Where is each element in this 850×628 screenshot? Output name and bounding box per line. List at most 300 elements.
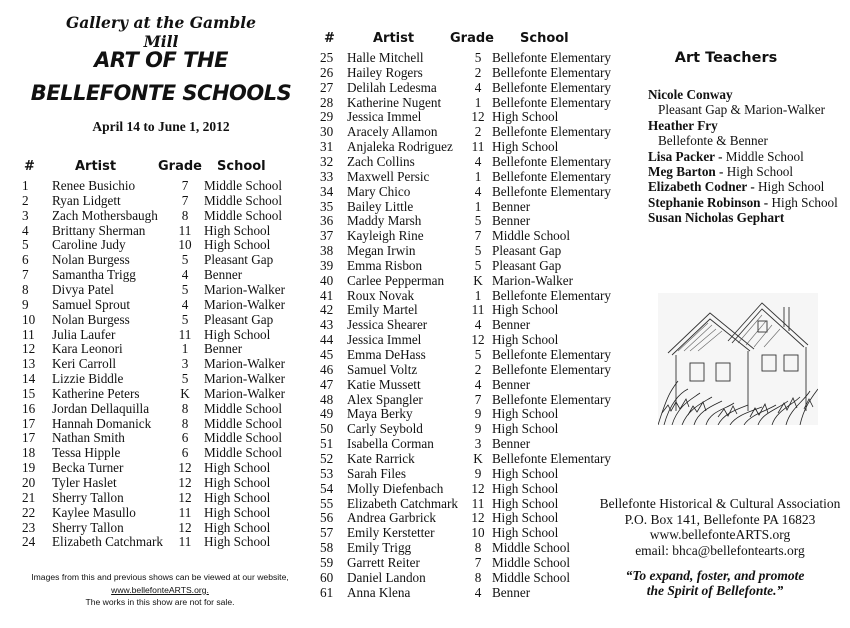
teacher-name: Susan Nicholas Gephart — [648, 210, 785, 226]
row-number: 32 — [320, 153, 334, 169]
school: Pleasant Gap — [204, 252, 274, 268]
table-row — [0, 313, 300, 328]
school: Benner — [492, 436, 531, 452]
footer-website-link[interactable]: www.bellefonteARTS.org. — [111, 584, 209, 595]
row-number: 49 — [320, 406, 334, 422]
school: High School — [204, 326, 271, 342]
grade: 4 — [474, 376, 482, 392]
artist-name: Carly Seybold — [347, 421, 423, 437]
grade: 3 — [181, 356, 189, 372]
row-number: 35 — [320, 198, 334, 214]
grade: K — [180, 385, 190, 401]
row-number: 27 — [320, 79, 334, 95]
table-row — [0, 521, 300, 536]
row-number: 17 — [22, 415, 36, 431]
grade: 12 — [471, 510, 485, 526]
row-number: 29 — [320, 109, 334, 125]
row-number: 58 — [320, 540, 334, 556]
grade: 2 — [474, 124, 482, 140]
school: High School — [492, 495, 559, 511]
grade: 7 — [181, 178, 189, 193]
grade: 4 — [474, 584, 482, 600]
school: High School — [204, 460, 271, 476]
artist-name: Renee Busichio — [52, 178, 136, 193]
row-number: 14 — [22, 371, 36, 387]
school: Benner — [492, 198, 531, 214]
artist-name: Caroline Judy — [52, 237, 126, 253]
grade: 1 — [474, 287, 482, 303]
teachers-heading: Art Teachers — [674, 50, 778, 66]
table-row — [300, 244, 600, 259]
footer-line-3: The works in this show are not for sale. — [85, 597, 235, 607]
table-row — [300, 214, 600, 229]
school: High School — [492, 406, 559, 422]
artist-name: Kaylee Masullo — [52, 504, 136, 520]
artist-name: Jordan Dellaquilla — [52, 400, 150, 416]
table-row — [300, 318, 600, 333]
teacher-name: Meg Barton - — [648, 164, 727, 180]
artist-name: Jessica Immel — [347, 332, 422, 348]
grade: 5 — [474, 257, 482, 273]
row-number: 41 — [320, 287, 334, 303]
motto-line-1: “To expand, foster, and promote — [625, 568, 805, 583]
school: High School — [204, 475, 271, 490]
artist-name: Kate Rarrick — [347, 450, 415, 466]
table-row — [300, 124, 612, 140]
grade: 7 — [474, 391, 482, 407]
grade: 2 — [474, 64, 482, 80]
right-table-header — [300, 31, 620, 47]
association-block — [590, 496, 850, 558]
table-row — [300, 378, 600, 393]
association-name: Bellefonte Historical & Cultural Association — [599, 496, 841, 511]
school: Benner — [492, 584, 531, 600]
artist-name: Kayleigh Rine — [347, 228, 424, 244]
table-row — [300, 274, 600, 289]
grade: 4 — [181, 267, 189, 283]
grade: 5 — [181, 252, 189, 268]
artist-name: Katie Mussett — [347, 376, 421, 392]
school: Pleasant Gap — [492, 257, 562, 273]
grade: 6 — [181, 445, 189, 461]
school: Marion-Walker — [204, 356, 285, 372]
artist-name: Samuel Sprout — [52, 296, 131, 312]
row-number: 8 — [22, 281, 29, 297]
table-row — [0, 491, 300, 506]
grade: 3 — [474, 436, 482, 452]
table-row — [300, 110, 600, 125]
table-row — [300, 347, 612, 363]
col-num: # — [24, 159, 35, 174]
school: Bellefonte Elementary — [492, 50, 612, 65]
artist-name: Sherry Tallon — [52, 519, 124, 535]
grade: K — [473, 272, 483, 288]
artist-name: Nolan Burgess — [52, 311, 130, 327]
artist-name: Emma DeHass — [347, 347, 426, 362]
row-number: 6 — [22, 252, 29, 268]
row-number: 26 — [320, 64, 334, 80]
teacher-name: Nicole Conway — [648, 87, 733, 102]
col-school: School — [217, 159, 266, 174]
grade: 5 — [181, 371, 189, 387]
row-number: 57 — [320, 525, 334, 541]
grade: 12 — [178, 475, 192, 490]
school: Middle School — [492, 228, 571, 244]
artist-name: Emily Kerstetter — [347, 525, 435, 541]
grade: 8 — [181, 207, 189, 223]
table-row — [0, 417, 300, 432]
teacher-name: Elizabeth Codner - — [648, 179, 759, 195]
table-row — [0, 224, 300, 239]
teachers-list — [648, 87, 848, 226]
artist-name: Samantha Trigg — [52, 267, 136, 283]
teacher-name: Heather Fry — [648, 117, 718, 133]
grade: 12 — [178, 519, 192, 535]
grade: 9 — [474, 465, 482, 481]
school: Middle School — [204, 445, 283, 461]
table-row — [0, 387, 300, 402]
table-row — [300, 361, 612, 378]
table-row — [0, 342, 300, 357]
school: Benner — [204, 341, 243, 357]
table-row — [300, 511, 600, 526]
teacher-school: High School — [758, 179, 825, 195]
row-number: 9 — [22, 296, 29, 312]
artist-name: Elizabeth Catchmark — [52, 534, 163, 550]
grade: 1 — [474, 168, 482, 184]
school: High School — [204, 519, 271, 535]
table-row — [0, 476, 300, 491]
grade: 1 — [474, 94, 482, 110]
school: Marion-Walker — [204, 385, 285, 401]
school: High School — [492, 109, 559, 125]
row-number: 54 — [320, 480, 334, 496]
table-row — [0, 194, 300, 209]
grade: 8 — [181, 415, 189, 431]
school: Middle School — [204, 415, 283, 431]
school: Bellefonte Elementary — [492, 64, 612, 80]
table-row — [300, 482, 600, 497]
artist-name: Zach Mothersbaugh — [52, 207, 158, 223]
table-row — [0, 283, 300, 298]
row-number: 53 — [320, 465, 334, 481]
table-row — [0, 209, 300, 224]
table-row — [0, 179, 300, 194]
table-row — [0, 298, 300, 313]
artist-name: Emily Trigg — [347, 540, 412, 556]
row-number: 33 — [320, 168, 334, 184]
row-number: 42 — [320, 302, 334, 318]
table-row — [0, 461, 300, 476]
row-number: 46 — [320, 361, 334, 377]
school: High School — [492, 302, 559, 318]
table-row — [300, 556, 600, 571]
table-row — [300, 64, 612, 81]
house-sketch-icon — [658, 293, 818, 425]
school: High School — [492, 465, 559, 481]
grade: 8 — [181, 400, 189, 416]
row-number: 43 — [320, 317, 334, 333]
table-row — [300, 183, 612, 200]
artist-name: Katherine Peters — [52, 385, 140, 401]
grade: 5 — [474, 347, 482, 362]
artist-name: Katherine Nugent — [347, 94, 442, 110]
table-row — [0, 535, 300, 550]
artist-name: Daniel Landon — [347, 569, 426, 585]
artist-name: Roux Novak — [347, 287, 415, 303]
col-grade: Grade — [158, 159, 202, 174]
table-row — [0, 446, 300, 461]
artist-name: Megan Irwin — [347, 243, 416, 259]
row-number: 20 — [22, 475, 36, 490]
school: High School — [492, 332, 559, 348]
table-row — [300, 333, 600, 348]
artist-name: Keri Carroll — [52, 356, 117, 372]
school: Benner — [492, 213, 531, 229]
col-num: # — [324, 31, 335, 46]
grade: 5 — [474, 50, 482, 65]
school: Bellefonte Elementary — [492, 168, 612, 184]
school: Benner — [492, 317, 531, 333]
school: Bellefonte Elementary — [492, 183, 612, 199]
row-number: 22 — [22, 504, 36, 520]
artist-name: Tyler Haslet — [52, 475, 117, 490]
table-row — [300, 94, 612, 111]
row-number: 11 — [22, 326, 35, 342]
grade: 4 — [474, 183, 482, 199]
artist-name: Anjaleka Rodriguez — [347, 139, 453, 155]
grade: 9 — [474, 406, 482, 422]
gallery-name: Gallery at the Gamble Mill — [65, 13, 257, 51]
footer-line-1: Images from this and previous shows can be viewed at our website, — [31, 572, 289, 582]
row-number: 45 — [320, 347, 334, 362]
artist-name: Bailey Little — [347, 198, 414, 214]
table-row — [0, 506, 300, 521]
title-line-2: BELLEFONTE SCHOOLS — [30, 81, 292, 105]
teacher-school: High School — [771, 194, 838, 210]
school: Marion-Walker — [204, 281, 285, 297]
school: Middle School — [204, 430, 283, 446]
grade: 6 — [181, 430, 189, 446]
artist-name: Garrett Reiter — [347, 554, 420, 570]
grade: 8 — [474, 540, 482, 556]
artist-name: Jessica Immel — [347, 109, 422, 125]
row-number: 18 — [22, 445, 36, 461]
association-website: www.bellefonteARTS.org — [649, 527, 791, 542]
col-artist: Artist — [373, 31, 415, 46]
grade: 9 — [474, 421, 482, 437]
grade: 7 — [181, 192, 189, 208]
row-number: 12 — [22, 341, 36, 357]
grade: 5 — [474, 243, 482, 259]
artist-name: Sherry Tallon — [52, 489, 124, 505]
school: Bellefonte Elementary — [492, 391, 612, 407]
row-number: 23 — [22, 519, 36, 535]
artist-name: Sarah Files — [347, 465, 406, 481]
motto — [600, 568, 830, 598]
row-number: 51 — [320, 436, 334, 452]
grade: 4 — [474, 79, 482, 95]
title-line-1: ART OF THE — [94, 48, 228, 72]
artist-name: Andrea Garbrick — [347, 510, 436, 526]
grade: 7 — [474, 554, 482, 570]
school: Middle School — [492, 540, 571, 556]
row-number: 28 — [320, 94, 334, 110]
row-number: 52 — [320, 450, 334, 466]
row-number: 2 — [22, 192, 29, 208]
table-row — [300, 200, 600, 215]
table-row — [0, 431, 300, 446]
school: Bellefonte Elementary — [492, 94, 612, 110]
school: High School — [204, 504, 271, 520]
grade: 10 — [471, 525, 485, 541]
footer-note — [10, 571, 310, 609]
grade: 12 — [471, 480, 485, 496]
table-row — [300, 571, 600, 586]
artist-name: Ryan Lidgett — [52, 192, 121, 208]
artist-name: Maddy Marsh — [347, 213, 422, 229]
school: Benner — [492, 376, 531, 392]
row-number: 7 — [22, 267, 29, 283]
table-row — [300, 287, 612, 304]
artist-name: Aracely Allamon — [347, 124, 438, 140]
row-number: 44 — [320, 332, 334, 348]
teacher-school: Pleasant Gap & Marion-Walker — [658, 102, 826, 118]
row-number: 38 — [320, 243, 334, 259]
table-row — [300, 140, 600, 155]
grade: 12 — [471, 109, 485, 125]
table-row — [0, 253, 300, 268]
school: Marion-Walker — [492, 272, 573, 288]
school: Middle School — [204, 178, 283, 193]
row-number: 1 — [22, 178, 29, 193]
artist-name: Elizabeth Catchmark — [347, 495, 458, 511]
school: Pleasant Gap — [204, 311, 274, 327]
table-row — [0, 238, 300, 253]
school: Bellefonte Elementary — [492, 347, 612, 362]
artist-name: Mary Chico — [347, 183, 411, 199]
row-number: 15 — [22, 385, 36, 401]
row-number: 48 — [320, 391, 334, 407]
grade: K — [473, 450, 483, 466]
row-number: 60 — [320, 569, 334, 585]
grade: 8 — [474, 569, 482, 585]
row-number: 3 — [22, 207, 29, 223]
row-number: 10 — [22, 311, 36, 327]
table-row — [300, 497, 600, 512]
row-number: 24 — [22, 534, 36, 550]
table-row — [300, 79, 612, 96]
grade: 2 — [474, 361, 482, 377]
table-row — [0, 372, 300, 387]
artist-name: Molly Diefenbach — [347, 480, 444, 496]
artist-name: Maxwell Persic — [347, 168, 430, 184]
grade: 5 — [181, 311, 189, 327]
grade: 11 — [178, 534, 192, 550]
row-number: 37 — [320, 228, 334, 244]
artist-name: Divya Patel — [52, 281, 114, 297]
motto-line-2: the Spirit of Bellefonte.” — [646, 583, 784, 598]
table-row — [300, 586, 600, 601]
grade: 7 — [474, 228, 482, 244]
grade: 12 — [178, 460, 192, 476]
school: Bellefonte Elementary — [492, 124, 612, 140]
left-table-header — [0, 159, 300, 175]
grade: 11 — [178, 326, 192, 342]
table-row — [300, 391, 612, 408]
school: Middle School — [204, 207, 283, 223]
row-number: 59 — [320, 554, 334, 570]
grade: 4 — [474, 317, 482, 333]
grade: 11 — [178, 504, 192, 520]
row-number: 30 — [320, 124, 334, 140]
artist-name: Samuel Voltz — [347, 361, 418, 377]
school: High School — [492, 510, 559, 526]
school: Middle School — [204, 400, 283, 416]
school: High School — [204, 222, 271, 238]
row-number: 34 — [320, 183, 334, 199]
table-row — [300, 407, 600, 422]
artist-name: Anna Klena — [347, 584, 411, 600]
row-number: 36 — [320, 213, 334, 229]
table-row — [300, 168, 612, 185]
school: Bellefonte Elementary — [492, 153, 612, 169]
show-dates: April 14 to June 1, 2012 — [92, 119, 230, 134]
row-number: 47 — [320, 376, 334, 392]
table-row — [300, 467, 600, 482]
artist-name: Nathan Smith — [52, 430, 125, 446]
school: Middle School — [492, 569, 571, 585]
teacher-school: Middle School — [725, 148, 804, 164]
grade: 12 — [471, 332, 485, 348]
artist-name: Halle Mitchell — [347, 50, 424, 65]
row-number: 21 — [22, 489, 36, 505]
table-row — [300, 541, 600, 556]
table-row — [0, 357, 300, 372]
grade: 1 — [474, 198, 482, 214]
school: Benner — [204, 267, 243, 283]
table-row — [0, 328, 300, 343]
grade: 4 — [181, 296, 189, 312]
row-number: 39 — [320, 257, 334, 273]
school: Marion-Walker — [204, 371, 285, 387]
row-number: 19 — [22, 460, 36, 476]
school: High School — [204, 489, 271, 505]
school: Bellefonte Elementary — [492, 287, 612, 303]
row-number: 56 — [320, 510, 334, 526]
col-school: School — [520, 31, 569, 46]
grade: 4 — [474, 153, 482, 169]
artist-name: Brittany Sherman — [52, 222, 146, 238]
teacher-name: Stephanie Robinson - — [648, 194, 772, 210]
artist-name: Delilah Ledesma — [347, 79, 437, 95]
school: Pleasant Gap — [492, 243, 562, 259]
school: High School — [492, 525, 559, 541]
row-number: 16 — [22, 400, 36, 416]
row-number: 31 — [320, 139, 334, 155]
table-row — [300, 229, 600, 244]
table-row — [0, 402, 300, 417]
col-grade: Grade — [450, 31, 494, 46]
table-row — [300, 50, 612, 66]
artist-name: Tessa Hipple — [52, 445, 121, 461]
grade: 11 — [178, 222, 192, 238]
school: Marion-Walker — [204, 296, 285, 312]
artist-name: Julia Laufer — [52, 326, 116, 342]
table-row — [300, 450, 612, 467]
teacher-school: High School — [726, 164, 794, 180]
table-row — [300, 526, 600, 541]
